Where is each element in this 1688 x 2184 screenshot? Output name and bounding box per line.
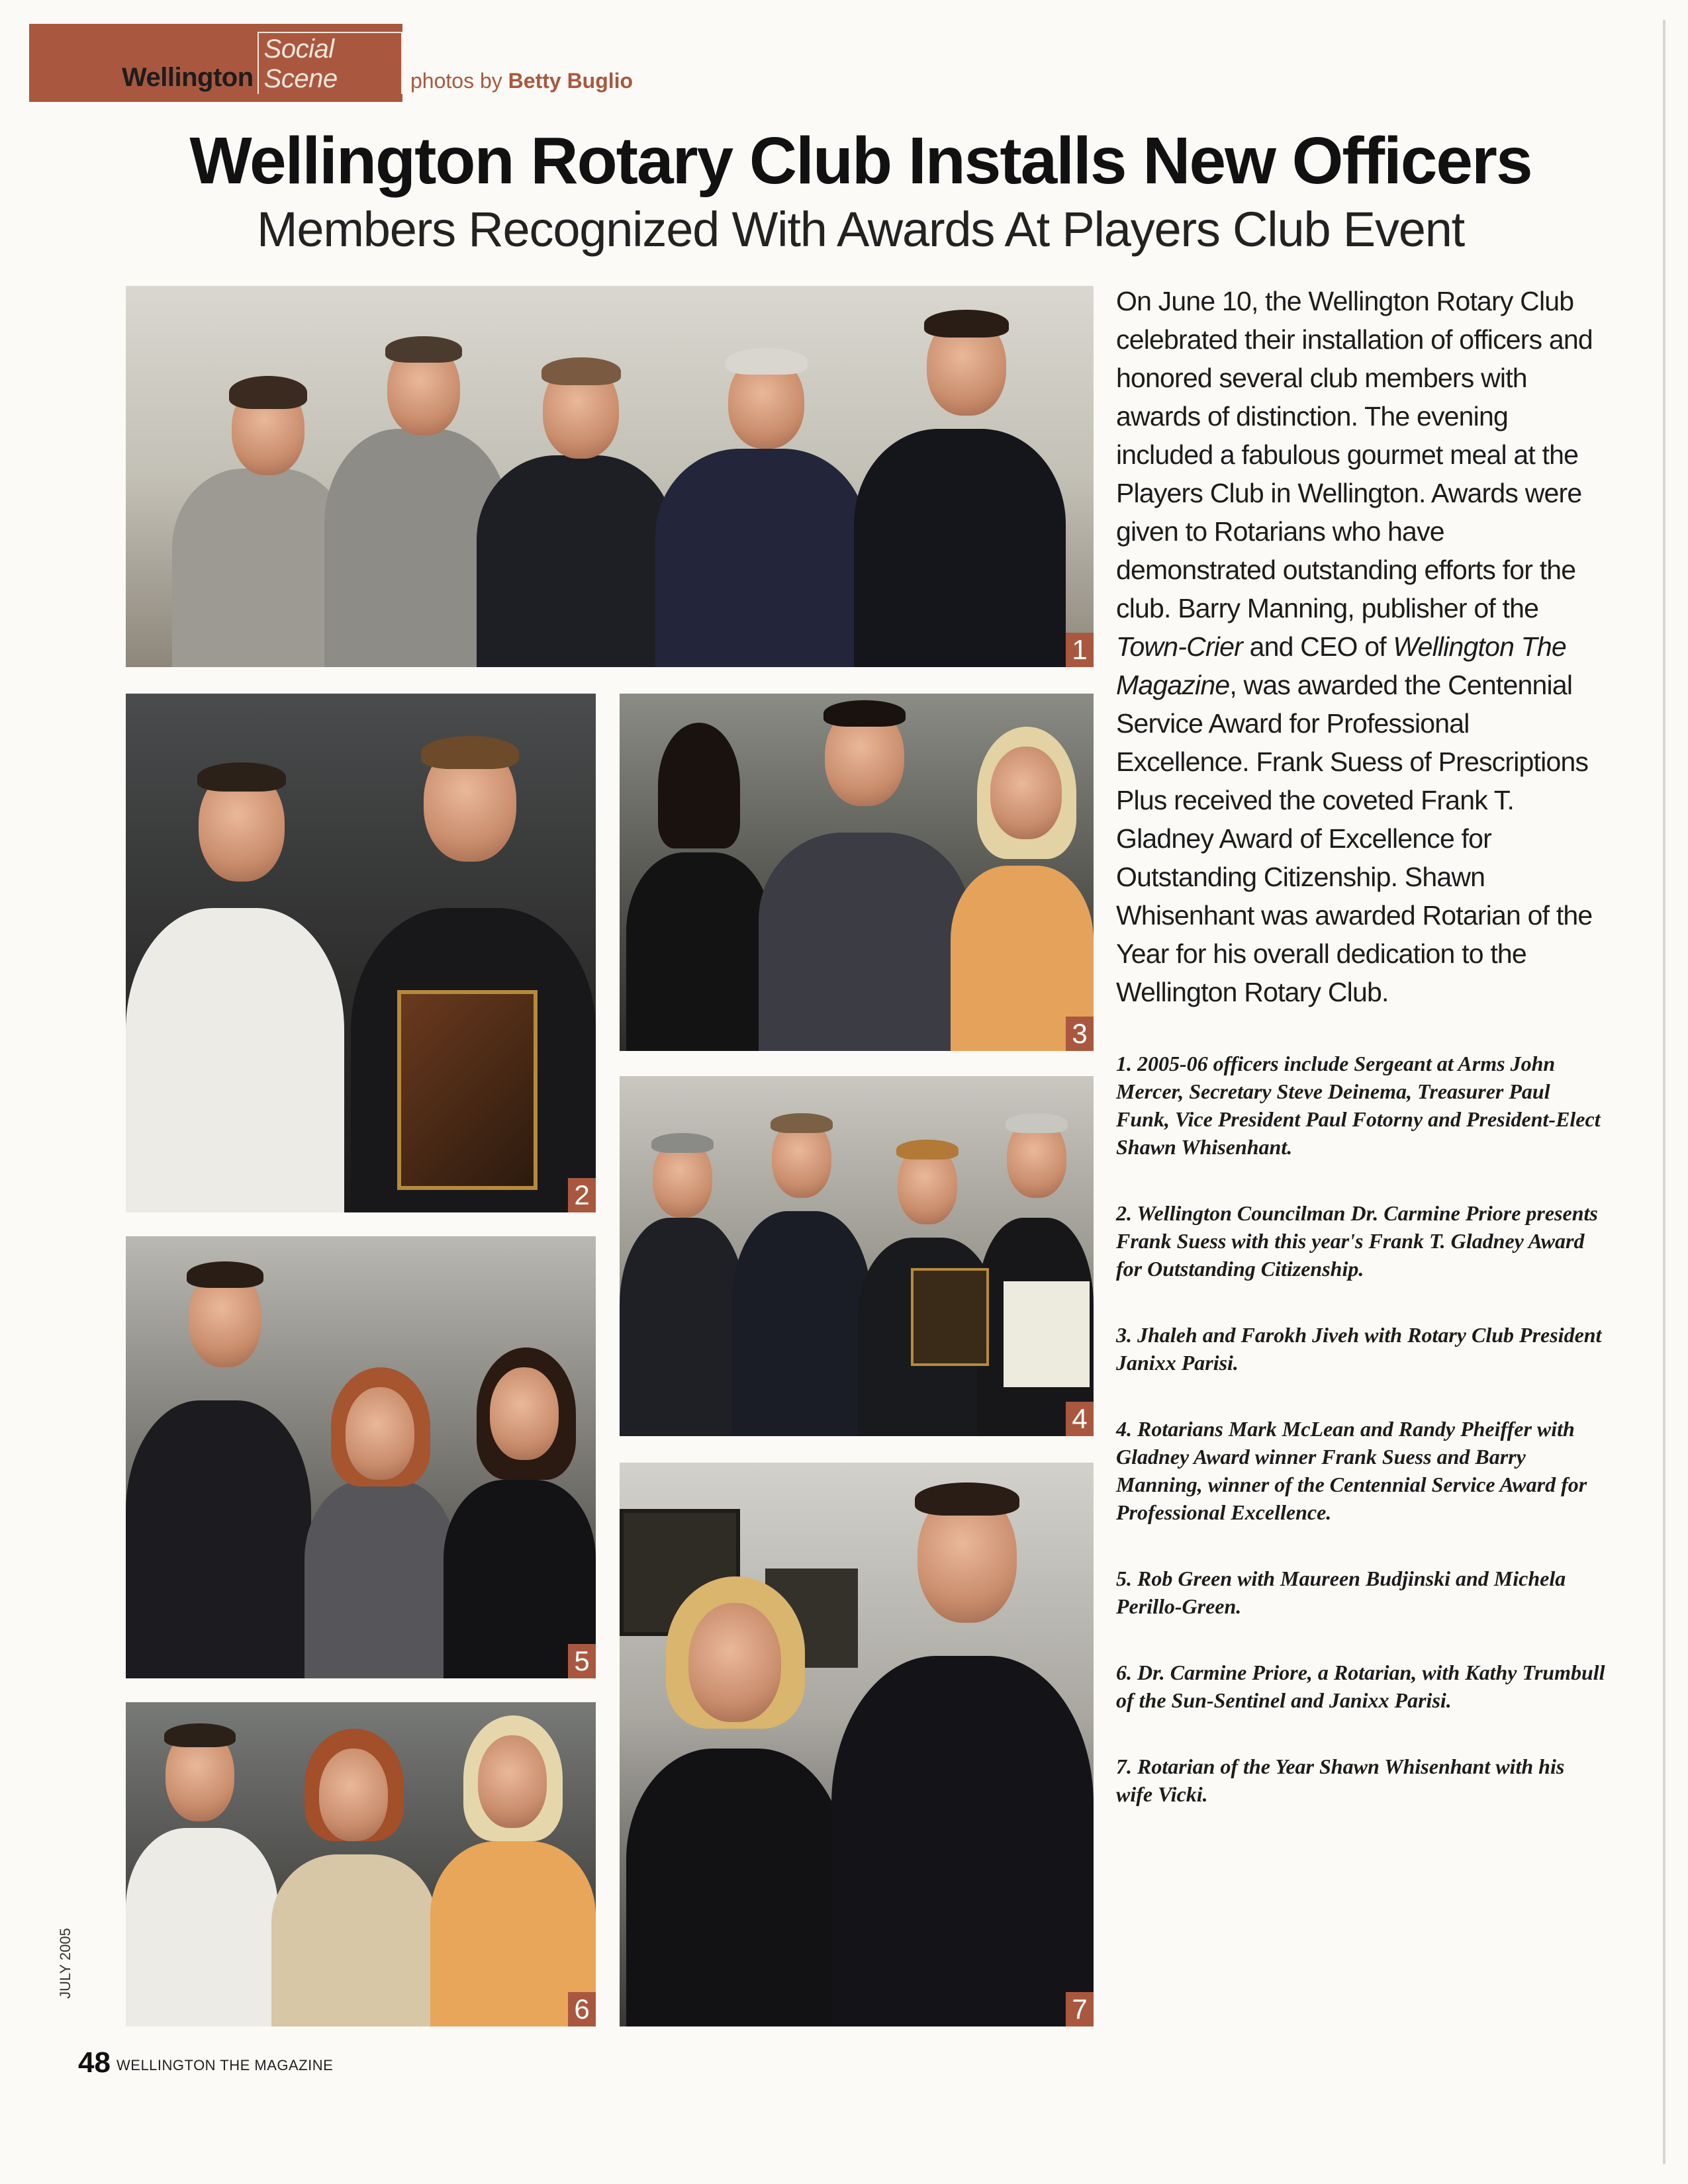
credit-prefix: photos by: [410, 69, 508, 93]
photo-1: [126, 286, 1094, 667]
caption-7: 7. Rotarian of the Year Shawn Whisenhant with his wife Vicki.: [1116, 1754, 1565, 1806]
photo-4: [620, 1076, 1094, 1436]
photo-5: [126, 1236, 596, 1678]
photo-captions: [1116, 1050, 1606, 1846]
caption-2: 2. Wellington Councilman Dr. Carmine Priore presents Frank Suess with this year's Frank T. Gladney Award for Outstanding Citizenship.: [1116, 1201, 1598, 1281]
page-number: 48: [78, 2046, 111, 2079]
article-text-part-1: On June 10, the Wellington Rotary Club celebrated their installation of officers and honored several club members with awards of distinction. The evening included a fabulous gourmet meal at the Players Club in Wellington. Awards were given to Rotarians who have demonstrated outstanding efforts for the club. Barry Manning, publisher of the: [1116, 286, 1593, 623]
subheadline: Members Recognized With Awards At Players Club Event: [256, 202, 1465, 257]
article-body: [1116, 282, 1606, 1011]
photo-number-5: 5: [568, 1644, 596, 1678]
photo-3: [620, 694, 1094, 1051]
photo-number-6: 6: [568, 1992, 596, 2026]
section-tab: [29, 24, 402, 102]
issue-date: JULY 2005: [57, 1928, 73, 1999]
caption-4: 4. Rotarians Mark McLean and Randy Pheiffer with Gladney Award winner Frank Suess and Barry Manning, winner of the Centennial Service Award for Professional Excellence.: [1116, 1417, 1587, 1524]
article-text-part-2: and CEO of: [1242, 631, 1393, 662]
magazine-name: WELLINGTON THE MAGAZINE: [117, 2057, 334, 2073]
caption-3: 3. Jhaleh and Farokh Jiveh with Rotary Club President Janixx Parisi.: [1116, 1323, 1602, 1375]
article-text-part-3: , was awarded the Centennial Service Award for Professional Excellence. Frank Suess of Prescriptions Plus received the coveted Frank T. Gladney Award of Excellence for Outstanding Citizenship. Shawn Whisenhant was awarded Rotarian of the Year for his overall dedication to the Wellington Rotary Club.: [1116, 670, 1593, 1007]
section-name: Wellington: [122, 63, 254, 92]
magazine-title: Wellington The Magazine: [1116, 631, 1566, 700]
photo-number-1: 1: [1066, 633, 1094, 667]
photo-number-4: 4: [1066, 1402, 1094, 1436]
headline: Wellington Rotary Club Installs New Officers: [189, 124, 1532, 198]
article-paragraph: [1116, 282, 1606, 1011]
town-crier-title: Town-Crier: [1116, 631, 1243, 662]
photo-number-7: 7: [1066, 1992, 1094, 2026]
photo-credit: [410, 69, 633, 93]
photo-number-2: 2: [568, 1178, 596, 1212]
photo-2: [126, 694, 596, 1212]
photographer-name: Betty Buglio: [508, 69, 633, 93]
section-subname: Social Scene: [258, 32, 402, 94]
photo-number-3: 3: [1066, 1017, 1094, 1051]
page-edge-line: [1663, 20, 1665, 2164]
caption-1: 1. 2005-06 officers include Sergeant at Arms John Mercer, Secretary Steve Deinema, Treasurer Paul Funk, Vice President Paul Fotorny and President-Elect Shawn Whisenhant.: [1116, 1052, 1601, 1159]
photo-7: [620, 1463, 1094, 2026]
photo-6: [126, 1702, 596, 2026]
caption-6: 6. Dr. Carmine Priore, a Rotarian, with Kathy Trumbull of the Sun-Sentinel and Janixx Parisi.: [1116, 1661, 1605, 1712]
caption-5: 5. Rob Green with Maureen Budjinski and Michela Perillo-Green.: [1116, 1567, 1566, 1618]
